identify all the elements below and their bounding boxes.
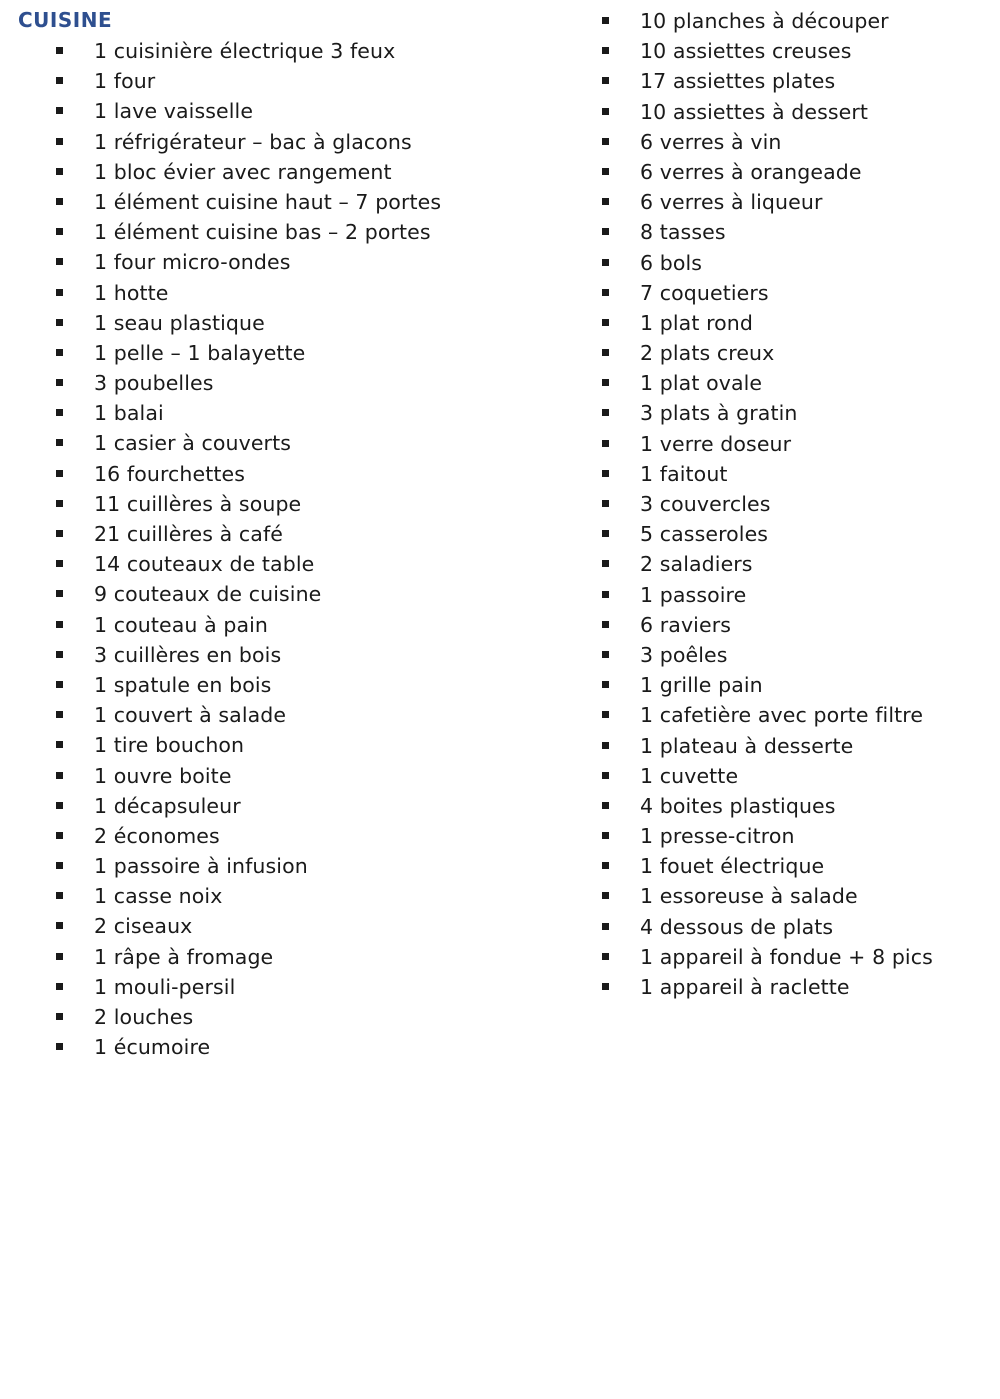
square-bullet-icon (56, 892, 63, 899)
square-bullet-icon (602, 862, 609, 869)
square-bullet-icon (56, 500, 63, 507)
list-item-label: 2 louches (94, 1005, 194, 1029)
section-title: CUISINE (18, 8, 113, 32)
list-item-label: 1 décapsuleur (94, 793, 241, 818)
list-item-label: 3 couvercles (640, 492, 771, 516)
list-item-label: 1 appareil à fondue + 8 pics (640, 944, 933, 969)
square-bullet-icon (56, 258, 63, 265)
list-item-label: 1 fouet électrique (640, 854, 825, 879)
square-bullet-icon (56, 651, 63, 658)
square-bullet-icon (56, 349, 63, 356)
list-item-label: 1 verre doseur (640, 431, 792, 456)
square-bullet-icon (602, 108, 609, 115)
square-bullet-icon (56, 198, 63, 205)
square-bullet-icon (56, 711, 63, 718)
list-item-label: 7 coquetiers (640, 280, 769, 305)
square-bullet-icon (602, 832, 609, 839)
square-bullet-icon (602, 138, 609, 145)
list-item-label: 2 saladiers (640, 552, 753, 577)
square-bullet-icon (56, 168, 63, 175)
square-bullet-icon (602, 802, 609, 809)
square-bullet-icon (56, 107, 63, 114)
square-bullet-icon (56, 862, 63, 869)
list-item-label: 1 cuisinière électrique 3 feux (94, 39, 396, 63)
square-bullet-icon (602, 17, 609, 24)
square-bullet-icon (56, 772, 63, 779)
square-bullet-icon (56, 138, 63, 145)
square-bullet-icon (602, 47, 609, 54)
square-bullet-icon (56, 470, 63, 477)
square-bullet-icon (602, 591, 609, 598)
square-bullet-icon (56, 681, 63, 688)
list-item-label: 1 faitout (640, 461, 728, 486)
square-bullet-icon (602, 198, 609, 205)
list-item-label: 10 planches à découper (640, 9, 889, 33)
list-item-label: 1 hotte (94, 280, 169, 305)
list-item-label: 1 passoire à infusion (94, 854, 308, 879)
list-item-label: 1 appareil à raclette (640, 975, 850, 999)
list-item-label: 1 tire bouchon (94, 733, 245, 758)
square-bullet-icon (602, 681, 609, 688)
square-bullet-icon (602, 349, 609, 356)
list-item-label: 1 presse-citron (640, 824, 795, 849)
square-bullet-icon (602, 892, 609, 899)
list-item-label: 9 couteaux de cuisine (94, 582, 322, 607)
square-bullet-icon (56, 922, 63, 929)
square-bullet-icon (602, 409, 609, 416)
list-item-label: 2 économes (94, 823, 220, 848)
list-item-label: 1 élément cuisine haut – 7 portes (94, 189, 442, 214)
square-bullet-icon (56, 439, 63, 446)
square-bullet-icon (56, 409, 63, 416)
list-item-label: 1 spatule en bois (94, 672, 272, 697)
list-item-label: 10 assiettes creuses (640, 39, 852, 64)
list-item-label: 3 poubelles (94, 371, 214, 396)
list-item-label: 1 passoire (640, 582, 747, 607)
square-bullet-icon (602, 742, 609, 749)
list-item-label: 11 cuillères à soupe (94, 491, 302, 516)
list-item-label: 14 couteaux de table (94, 552, 315, 577)
square-bullet-icon (56, 621, 63, 628)
square-bullet-icon (56, 832, 63, 839)
square-bullet-icon (56, 741, 63, 748)
square-bullet-icon (56, 560, 63, 567)
list-item-label: 1 four micro-ondes (94, 250, 291, 275)
list-item-label: 1 plateau à desserte (640, 733, 854, 758)
square-bullet-icon (56, 47, 63, 54)
square-bullet-icon (602, 711, 609, 718)
square-bullet-icon (56, 1043, 63, 1050)
square-bullet-icon (602, 168, 609, 175)
list-item-label: 2 plats creux (640, 341, 775, 366)
list-item-label: 1 couteau à pain (94, 612, 269, 637)
square-bullet-icon (56, 379, 63, 386)
list-item-label: 6 verres à orangeade (640, 159, 862, 184)
square-bullet-icon (56, 953, 63, 960)
square-bullet-icon (56, 530, 63, 537)
square-bullet-icon (602, 289, 609, 296)
square-bullet-icon (602, 77, 609, 84)
list-item-label: 6 raviers (640, 612, 731, 637)
square-bullet-icon (602, 470, 609, 477)
square-bullet-icon (602, 560, 609, 567)
list-item-label: 1 mouli-persil (94, 974, 236, 999)
list-item-label: 1 cafetière avec porte filtre (640, 703, 924, 728)
list-item-label: 3 cuillères en bois (94, 642, 282, 667)
list-item-label: 1 réfrigérateur – bac à glacons (94, 129, 412, 154)
square-bullet-icon (56, 590, 63, 597)
square-bullet-icon (56, 228, 63, 235)
square-bullet-icon (602, 983, 609, 990)
square-bullet-icon (56, 77, 63, 84)
list-item-label: 1 lave vaisselle (94, 99, 254, 124)
list-item-label: 1 pelle – 1 balayette (94, 340, 306, 365)
list-item-label: 16 fourchettes (94, 461, 245, 486)
list-item-label: 1 ouvre boite (94, 763, 232, 788)
list-item-label: 1 écumoire (94, 1035, 211, 1060)
list-item-label: 17 assiettes plates (640, 69, 836, 94)
square-bullet-icon (602, 621, 609, 628)
list-item-label: 2 ciseaux (94, 914, 193, 939)
list-item-label: 5 casseroles (640, 522, 769, 547)
square-bullet-icon (602, 530, 609, 537)
list-item-label: 1 plat rond (640, 310, 754, 335)
list-item-label: 21 cuillères à café (94, 522, 283, 546)
square-bullet-icon (602, 651, 609, 658)
list-item-label: 8 tasses (640, 220, 726, 245)
square-bullet-icon (56, 289, 63, 296)
square-bullet-icon (602, 259, 609, 266)
square-bullet-icon (602, 228, 609, 235)
square-bullet-icon (602, 500, 609, 507)
square-bullet-icon (602, 953, 609, 960)
list-item-label: 1 plat ovale (640, 371, 763, 396)
square-bullet-icon (56, 983, 63, 990)
list-item-label: 1 élément cuisine bas – 2 portes (94, 220, 431, 245)
square-bullet-icon (56, 802, 63, 809)
list-item-label: 3 plats à gratin (640, 401, 798, 426)
square-bullet-icon (56, 1013, 63, 1020)
list-item-label: 1 bloc évier avec rangement (94, 159, 392, 184)
list-item-label: 6 bols (640, 250, 703, 275)
list-item-label: 1 balai (94, 401, 164, 426)
square-bullet-icon (602, 319, 609, 326)
list-item-label: 10 assiettes à dessert (640, 99, 869, 124)
list-item-label: 1 râpe à fromage (94, 944, 274, 969)
list-item-label: 1 seau plastique (94, 310, 265, 335)
list-item-label: 1 couvert à salade (94, 703, 287, 728)
list-item-label: 1 essoreuse à salade (640, 884, 858, 909)
list-item-label: 6 verres à vin (640, 129, 782, 154)
list-item-label: 3 poêles (640, 642, 728, 667)
square-bullet-icon (602, 772, 609, 779)
list-item-label: 1 cuvette (640, 763, 739, 788)
list-item-label: 6 verres à liqueur (640, 190, 823, 215)
list-item-label: 1 grille pain (640, 673, 763, 698)
list-item-label: 1 casse noix (94, 884, 223, 909)
square-bullet-icon (602, 923, 609, 930)
list-item-label: 1 four (94, 69, 156, 94)
square-bullet-icon (602, 379, 609, 386)
square-bullet-icon (602, 440, 609, 447)
list-item-label: 1 casier à couverts (94, 431, 292, 456)
square-bullet-icon (56, 319, 63, 326)
list-item-label: 4 boites plastiques (640, 793, 836, 818)
list-item-label: 4 dessous de plats (640, 914, 834, 939)
